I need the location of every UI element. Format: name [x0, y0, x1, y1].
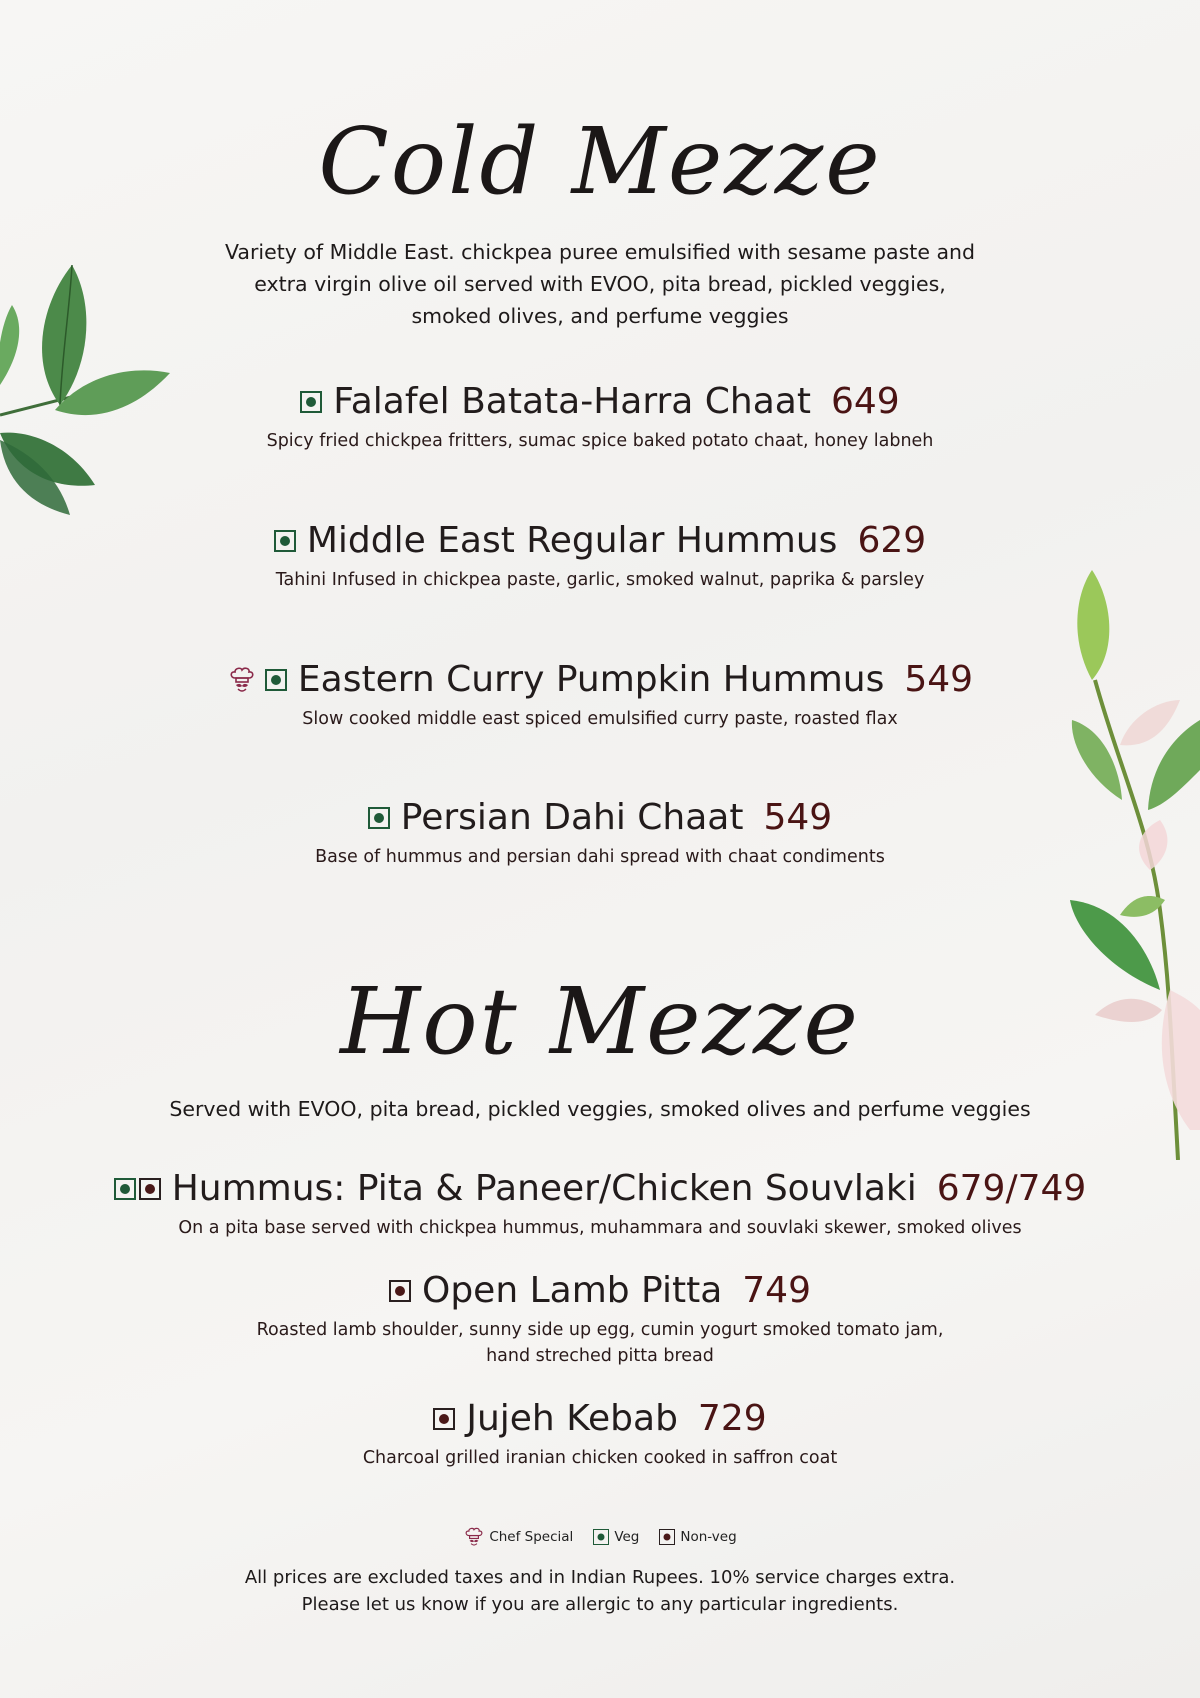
menu-item — [0, 380, 1200, 454]
item-description-line: hand streched pitta bread — [486, 1346, 714, 1366]
non-veg-mark-icon — [139, 1178, 161, 1200]
menu-item — [0, 519, 1200, 593]
item-heading — [368, 796, 832, 840]
intro-line: Served with EVOO, pita bread, pickled veggies, smoked olives and perfume veggies — [169, 1097, 1031, 1121]
footer-line: All prices are excluded taxes and in Indian Rupees. 10% service charges extra. — [244, 1567, 956, 1588]
non-veg-mark-icon — [389, 1280, 411, 1302]
item-price: 549 — [763, 797, 833, 838]
item-description — [0, 567, 1200, 593]
legend-non-veg — [659, 1529, 736, 1545]
item-description-line: Roasted lamb shoulder, sunny side up egg, cumin yogurt smoked tomato jam, — [256, 1320, 944, 1340]
legend — [0, 1526, 1200, 1548]
hot-mezze-title: Hot Mezze — [340, 968, 860, 1075]
veg-mark-icon — [300, 391, 322, 413]
item-description — [0, 1317, 1200, 1369]
menu-item — [0, 658, 1200, 732]
item-description-line: Slow cooked middle east spiced emulsified curry paste, roasted flax — [302, 709, 898, 729]
legend-label: Non-veg — [680, 1529, 737, 1545]
non-veg-mark-icon — [659, 1529, 675, 1545]
item-price: 649 — [830, 381, 900, 422]
intro-line: Variety of Middle East. chickpea puree emulsified with sesame paste and — [224, 240, 976, 264]
item-description — [0, 428, 1200, 454]
item-name: Open Lamb Pitta — [421, 1270, 723, 1311]
item-price: 549 — [904, 659, 974, 700]
hot-mezze-intro — [0, 1093, 1200, 1125]
item-description-line: Charcoal grilled iranian chicken cooked in saffron coat — [362, 1448, 838, 1468]
veg-mark-icon — [274, 530, 296, 552]
intro-line: extra virgin olive oil served with EVOO, pita bread, pickled veggies, — [254, 272, 946, 296]
menu-item — [0, 1269, 1200, 1369]
item-price: 729 — [697, 1398, 767, 1439]
item-description-line: Base of hummus and persian dahi spread with chaat condiments — [315, 847, 885, 867]
veg-mark-icon — [368, 807, 390, 829]
item-name: Persian Dahi Chaat — [400, 797, 744, 838]
veg-mark-icon — [114, 1178, 136, 1200]
item-heading — [300, 380, 899, 424]
menu-item — [0, 796, 1200, 870]
item-price: 749 — [742, 1270, 811, 1311]
item-price: 679/749 — [936, 1168, 1087, 1209]
legend-label: Chef Special — [489, 1529, 574, 1545]
item-description-line: Spicy fried chickpea fritters, sumac spice baked potato chaat, honey labneh — [266, 431, 934, 451]
item-heading — [227, 658, 973, 702]
item-name: Jujeh Kebab — [466, 1398, 678, 1439]
item-name: Middle East Regular Hummus — [306, 520, 838, 561]
chef-special-icon — [463, 1526, 485, 1548]
item-description — [0, 844, 1200, 870]
item-price: 629 — [857, 520, 927, 561]
menu-item — [0, 1167, 1200, 1241]
item-heading — [114, 1167, 1087, 1211]
legend-chef-special — [463, 1526, 573, 1548]
item-description-line: On a pita base served with chickpea hummus, muhammara and souvlaki skewer, smoked olives — [178, 1218, 1022, 1238]
footer-note — [0, 1564, 1200, 1618]
item-name: Eastern Curry Pumpkin Hummus — [297, 659, 885, 700]
veg-mark-icon — [265, 669, 287, 691]
item-heading — [274, 519, 926, 563]
cold-mezze-title: Cold Mezze — [318, 108, 882, 215]
item-description — [0, 1445, 1200, 1471]
cold-mezze-intro — [0, 236, 1200, 332]
item-name: Falafel Batata-Harra Chaat — [333, 381, 811, 422]
menu-item — [0, 1397, 1200, 1471]
veg-mark-icon — [593, 1529, 609, 1545]
item-name: Hummus: Pita & Paneer/Chicken Souvlaki — [171, 1168, 917, 1209]
item-heading — [389, 1269, 811, 1313]
legend-label: Veg — [614, 1529, 640, 1545]
legend-veg — [593, 1529, 639, 1545]
non-veg-mark-icon — [433, 1408, 455, 1430]
chef-special-icon — [227, 665, 257, 695]
item-heading — [433, 1397, 766, 1441]
item-description-line: Tahini Infused in chickpea paste, garlic, smoked walnut, paprika & parsley — [275, 570, 925, 590]
item-description — [0, 706, 1200, 732]
item-description — [0, 1215, 1200, 1241]
intro-line: smoked olives, and perfume veggies — [411, 304, 789, 328]
footer-line: Please let us know if you are allergic to any particular ingredients. — [301, 1594, 899, 1615]
